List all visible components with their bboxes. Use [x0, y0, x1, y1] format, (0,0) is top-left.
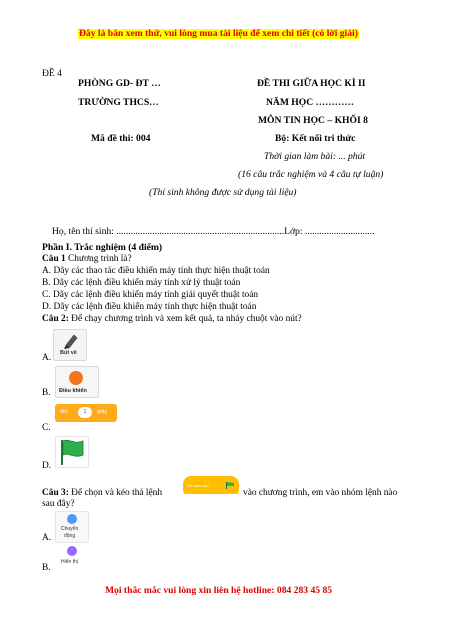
green-flag-icon: [56, 437, 88, 467]
question-2-label: Câu 2:: [42, 314, 69, 324]
control-category-icon: [69, 371, 83, 385]
when-clicked-block-text: khi bấm vào: [187, 483, 209, 488]
wait-block-number: 1: [78, 407, 92, 418]
question-1: [42, 255, 132, 264]
question-1-option-b: B. Dãy các lệnh điều khiển máy tính xử lý thuật toán: [42, 278, 241, 288]
hotline-footer: Mọi thắc mắc vui lòng xin liên hệ hotline: 084 283 45 85: [105, 585, 333, 596]
school-year: NĂM HỌC …………: [266, 97, 354, 108]
wait-block-text-1: đợi: [60, 409, 68, 415]
when-clicked-block-image: [183, 476, 239, 494]
question-1-label: Câu 1: [42, 254, 66, 264]
question-2-letter-c: C.: [42, 423, 51, 433]
header-department: PHÒNG GD- ĐT …: [78, 78, 161, 89]
question-2-letter-a: A.: [42, 353, 52, 363]
control-category-label: Điều khiển: [59, 388, 87, 394]
motion-category-image: [55, 511, 89, 543]
block-flag-icon: [225, 481, 235, 489]
question-3-text: Để chọn và kéo thả lệnh: [68, 488, 163, 498]
green-flag-image: [55, 436, 89, 468]
header-school: TRƯỜNG THCS…: [78, 97, 159, 108]
looks-category-icon: [67, 546, 77, 556]
wait-block-image: [55, 404, 117, 422]
exam-number: ĐỀ 4: [42, 68, 62, 79]
question-2-letter-d: D.: [42, 461, 52, 471]
question-3-text-line2: sau đây?: [42, 499, 75, 509]
pen-icon: [54, 330, 86, 350]
question-3: [42, 489, 162, 498]
question-1-option-c: C. Dãy các lệnh điều khiển máy tính giải quyết thuật toán: [42, 290, 259, 300]
preview-banner: Đây là bản xem thử, vui lòng mua tài liệu để xem chi tiết (có lời giải): [79, 28, 358, 39]
looks-category-image: [60, 545, 86, 567]
question-3-letter-b: B.: [42, 563, 51, 573]
motion-category-icon: [67, 514, 77, 524]
question-count: (16 câu trắc nghiệm và 4 câu tự luận): [238, 169, 384, 180]
question-3-label: Câu 3:: [42, 488, 69, 498]
looks-category-label: Hiển thị: [61, 559, 78, 565]
question-1-text: Chương trình là?: [65, 254, 132, 264]
student-info-line: Họ, tên thí sinh: ......................................................................Lớp: .............................: [52, 226, 375, 237]
question-2: [42, 315, 302, 324]
wait-block-text-2: giây: [97, 409, 108, 415]
control-category-image: [55, 366, 99, 398]
question-2-text: Để chạy chương trình và xem kết quả, ta nháy chuột vào nút?: [68, 314, 302, 324]
motion-category-label-1: Chuyển: [61, 526, 79, 532]
exam-title: ĐỀ THI GIỮA HỌC KÌ II: [257, 78, 366, 89]
question-2-letter-b: B.: [42, 388, 51, 398]
question-3-letter-a: A.: [42, 533, 52, 543]
subject: MÔN TIN HỌC – KHỐI 8: [258, 115, 368, 126]
part1-heading: Phần I. Trắc nghiệm (4 điểm): [42, 242, 163, 253]
exam-code: Mã đề thi: 004: [91, 133, 151, 144]
textbook-series: Bộ: Kết nối tri thức: [275, 133, 356, 144]
question-3-text-after: vào chương trình, em vào nhóm lệnh nào: [243, 488, 398, 498]
exam-note: (Thí sinh không được sử dụng tài liệu): [149, 187, 297, 198]
question-1-option-d: D. Dãy các lệnh điều khiển máy tính thực hiện thuật toán: [42, 302, 257, 312]
pen-extension-label: Bút vẽ: [60, 350, 77, 356]
question-1-option-a: A. Dãy các thao tác điều khiển máy tính thực hiện thuật toán: [42, 266, 270, 276]
motion-category-label-2: động: [64, 533, 76, 539]
pen-extension-image: [53, 329, 87, 361]
time-limit: Thời gian làm bài: ... phút: [264, 151, 366, 162]
